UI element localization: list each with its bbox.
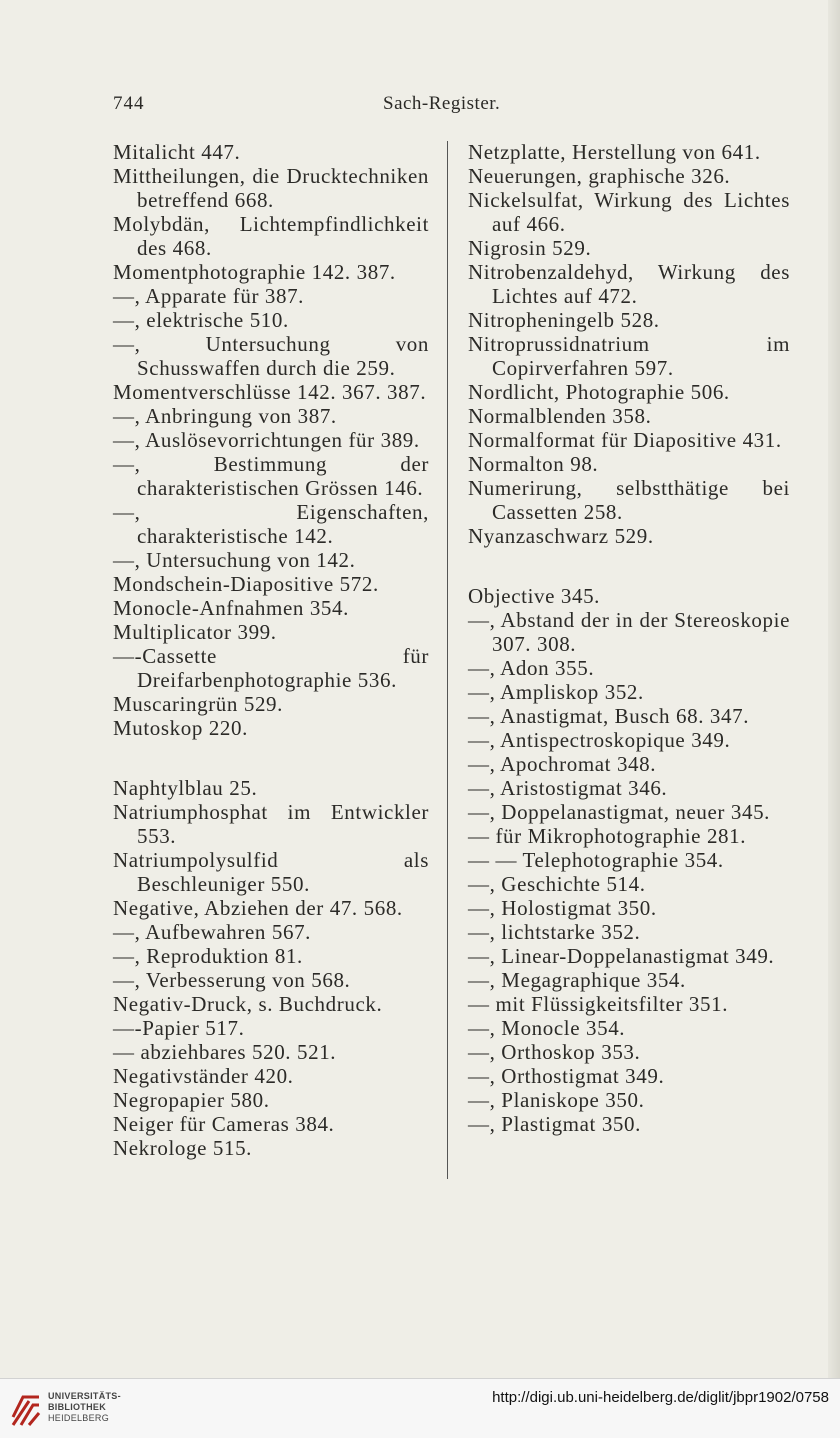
index-entry: —, Abstand der in der Stereoskopie 307. 308. [468,608,790,656]
logo-line: UNIVERSITÄTS- [48,1391,121,1401]
index-entry: Nitropheningelb 528. [468,308,660,332]
index-entry: Muscaringrün 529. [113,692,284,716]
index-entry: —, Planiskope 350. [468,1088,645,1112]
viewer-footer [0,1378,840,1438]
index-entry: —-Papier 517. [113,1016,245,1040]
index-entry: Normalton 98. [468,452,599,476]
index-entry: Mitalicht 447. [113,140,241,164]
index-entry: Natriumphosphat im Entwickler 553. [113,800,429,848]
index-entry: Objective 345. [468,584,601,608]
index-entry: Naphtylblau 25. [113,776,258,800]
index-entry: Mutoskop 220. [113,716,248,740]
logo-line: BIBLIOTHEK [48,1402,106,1412]
index-entry: —, elektrische 510. [113,308,289,332]
index-entry: —, Doppelanastigmat, neuer 345. [468,800,771,824]
index-entry: —, lichtstarke 352. [468,920,641,944]
index-entry: Netzplatte, Herstellung von 641. [468,140,761,164]
library-logo-icon [9,1387,43,1429]
library-logo-text [48,1391,121,1424]
index-entry: —, Orthoskop 353. [468,1040,641,1064]
index-entry: Nitroprussidnatrium im Copirverfahren 597. [468,332,790,380]
index-entry: —-Cassette für Dreifarbenphotographie 536. [113,644,429,692]
index-entry: Molybdän, Lichtempfindlichkeit des 468. [113,212,429,260]
index-entry: —, Untersuchung von 142. [113,548,356,572]
index-entry: Negative, Abziehen der 47. 568. [113,896,403,920]
section-gap [113,740,429,776]
index-entry: —, Antispectroskopique 349. [468,728,731,752]
index-entry: Multiplicator 399. [113,620,277,644]
index-entry: —, Apparate für 387. [113,284,305,308]
index-column-left [113,140,429,1160]
index-entry: — abziehbares 520. 521. [113,1040,337,1064]
index-column-right [468,140,790,1136]
index-entry: Neuerungen, graphische 326. [468,164,731,188]
index-entry: — mit Flüssigkeitsfilter 351. [468,992,729,1016]
index-entry: Negativständer 420. [113,1064,294,1088]
index-entry: Nigrosin 529. [468,236,592,260]
index-entry: —, Plastigmat 350. [468,1112,641,1136]
index-entry: —, Auslösevorrichtungen für 389. [113,428,420,452]
index-entry: —, Aufbewahren 567. [113,920,312,944]
index-entry: — für Mikrophotographie 281. [468,824,747,848]
index-entry: —, Verbesserung von 568. [113,968,351,992]
index-entry: —, Eigenschaften, charakteristische 142. [113,500,429,548]
index-entry: —, Geschichte 514. [468,872,646,896]
index-entry: —, Apochromat 348. [468,752,657,776]
index-entry: —, Anbringung von 387. [113,404,337,428]
permalink-url[interactable]: http://digi.ub.uni-heidelberg.de/diglit/jbpr1902/0758 [492,1389,829,1406]
index-entry: —, Linear-Doppelanastigmat 349. [468,944,775,968]
index-entry: Negativ-Druck, s. Buchdruck. [113,992,383,1016]
index-entry: —, Orthostigmat 349. [468,1064,665,1088]
page-number: 744 [113,93,145,114]
index-entry: Negropapier 580. [113,1088,270,1112]
index-entry: Natriumpolysulfid als Beschleuniger 550. [113,848,429,896]
index-entry: —, Megagraphique 354. [468,968,686,992]
section-gap [468,548,790,584]
column-divider [447,141,448,1179]
index-entry: —, Holostigmat 350. [468,896,657,920]
index-entry: Mondschein-Diapositive 572. [113,572,379,596]
index-entry: Mittheilungen, die Drucktechniken betreffend 668. [113,164,429,212]
index-entry: Normalformat für Diapositive 431. [468,428,782,452]
page-header [113,93,789,121]
index-entry: —, Ampliskop 352. [468,680,644,704]
index-entry: Nickelsulfat, Wirkung des Lichtes auf 466. [468,188,790,236]
index-entry: —, Reproduktion 81. [113,944,303,968]
index-entry: —, Untersuchung von Schusswaffen durch die 259. [113,332,429,380]
index-entry: Momentphotographie 142. 387. [113,260,396,284]
index-entry: Monocle-Anfnahmen 354. [113,596,349,620]
index-entry: Nordlicht, Photographie 506. [468,380,730,404]
index-entry: Numerirung, selbstthätige bei Cassetten 258. [468,476,790,524]
index-entry: Normalblenden 358. [468,404,652,428]
index-entry: — — Telephotographie 354. [468,848,724,872]
index-entry: —, Aristostigmat 346. [468,776,668,800]
page-edge-shadow [828,0,840,1378]
index-entry: Momentverschlüsse 142. 367. 387. [113,380,427,404]
index-entry: Nitrobenzaldehyd, Wirkung des Lichtes auf 472. [468,260,790,308]
logo-line: HEIDELBERG [48,1413,110,1423]
index-entry: Neiger für Cameras 384. [113,1112,335,1136]
index-entry: —, Anastigmat, Busch 68. 347. [468,704,750,728]
index-entry: —, Bestimmung der charakteristischen Grössen 146. [113,452,429,500]
running-title: Sach-Register. [383,93,501,114]
index-entry: Nyanzaschwarz 529. [468,524,654,548]
index-entry: Nekrologe 515. [113,1136,253,1160]
index-entry: —, Monocle 354. [468,1016,626,1040]
index-entry: —, Adon 355. [468,656,595,680]
